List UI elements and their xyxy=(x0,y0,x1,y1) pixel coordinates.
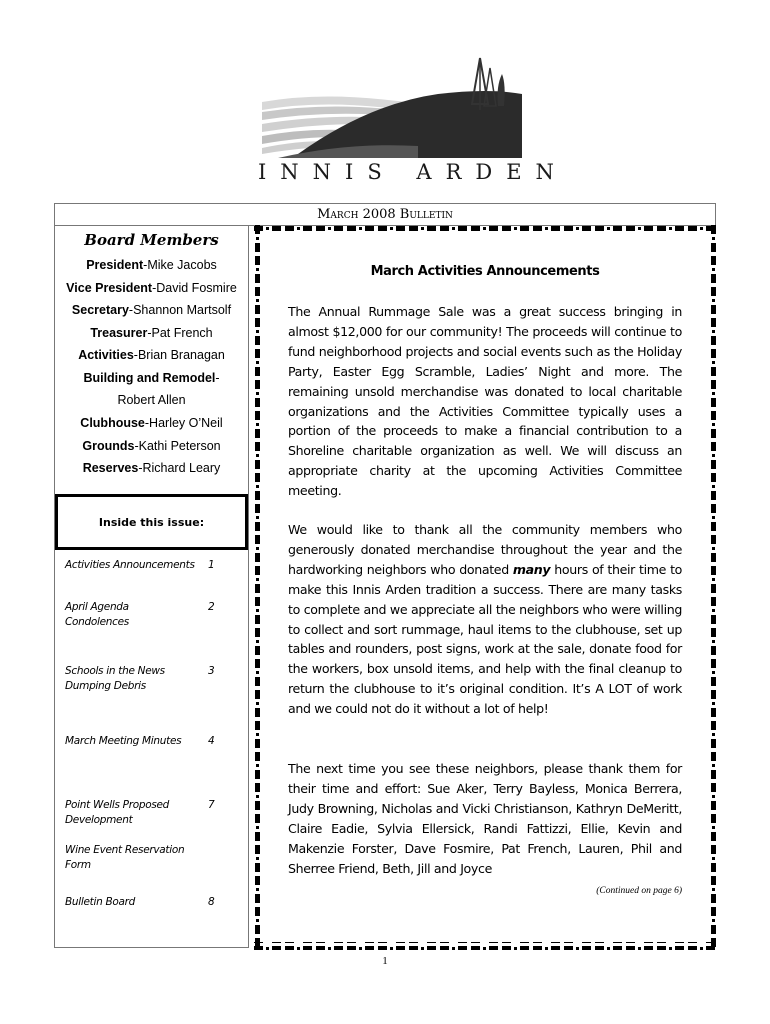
toc-item-page: 3 xyxy=(208,665,215,677)
toc-item-page: 2 xyxy=(208,601,215,613)
toc-item-label: March Meeting Minutes xyxy=(65,735,182,747)
article-paragraph: We would like to thank all the community members who generously donated merchandise throughout the year and the hardworking neighbors who donated many hours of their time to make this Innis Arden tradition a success. There are many tasks to complete and we appreciate all the neighbors who were willing to collect and sort rummage, haul items to the clubhouse, set up tables and rounders, post signs, work at the sale, donate food for the workers, box unsold items, and help with the final cleanup to return the clubhouse to it’s original condition. It’s A LOT of work and we could not do it without a lot of help! xyxy=(288,522,683,717)
board-member: Reserves-Richard Leary xyxy=(82,461,221,475)
article-paragraph: The Annual Rummage Sale was a great success bringing in almost $12,000 for our community! The proceeds will continue to fund neighborhood projects and social events such as the Holiday Party, Easter Egg Scramble, Ladies’ Night and more. The remaining unsold merchandise was donated to local charitable organizations and the Activities Committee typically uses a portion of the proceeds to make a financial contribution to a Shoreline charitable organization as well. We will discuss an appropriate charity at the upcoming Activities Committee meeting. xyxy=(288,304,682,499)
page-number: 1 xyxy=(382,955,388,967)
toc-item-label: Point Wells Proposed Development xyxy=(65,799,170,826)
board-member: Activities-Brian Branagan xyxy=(78,348,225,362)
article-title: March Activities Announcements xyxy=(370,264,600,279)
toc-item-page: 1 xyxy=(208,559,215,571)
board-member: President-Mike Jacobs xyxy=(86,258,217,272)
board-member: Building and Remodel- xyxy=(83,371,220,385)
continued-note: (Continued on page 6) xyxy=(596,886,682,896)
toc-item-page: 8 xyxy=(208,896,215,908)
board-member: Clubhouse-Harley O’Neil xyxy=(80,416,223,430)
toc-item-label: Bulletin Board xyxy=(65,896,136,908)
toc-item-label: Schools in the News Dumping Debris xyxy=(65,665,165,692)
board-members-heading: Board Members xyxy=(84,231,219,249)
toc-item-label: Wine Event Reservation Form xyxy=(65,844,185,871)
toc-item-label: April Agenda Condolences xyxy=(65,601,129,628)
toc-item-page: 4 xyxy=(208,735,215,747)
inside-this-issue-heading: Inside this issue: xyxy=(98,516,205,529)
board-member: Vice President-David Fosmire xyxy=(66,281,237,295)
board-member: Grounds-Kathi Peterson xyxy=(82,439,221,453)
board-member: Treasurer-Pat French xyxy=(90,326,213,340)
board-member: Secretary-Shannon Martsolf xyxy=(71,303,232,317)
article-paragraph: The next time you see these neighbors, please thank them for their time and effort: Sue Aker, Terry Bayless, Monica Berrera, Judy Browning, Nicholas and Vicki Christianson, Kathryn DeMeritt, Claire Eadie, Sylvia Ellersick, Randi Fattizzi, Ellie, Kevin and Makenzie Forster, Dave Fosmire, Pat French, Lauren, Phil and Sherree Friend, Beth, Jill and Joyce xyxy=(288,761,682,876)
board-member: Robert Allen xyxy=(117,393,186,407)
toc-item-label: Activities Announcements xyxy=(65,559,195,571)
logo-wordmark: INNIS ARDEN xyxy=(258,160,568,184)
toc-item-page: 7 xyxy=(208,799,215,811)
bulletin-masthead: March 2008 Bulletin xyxy=(54,203,716,226)
